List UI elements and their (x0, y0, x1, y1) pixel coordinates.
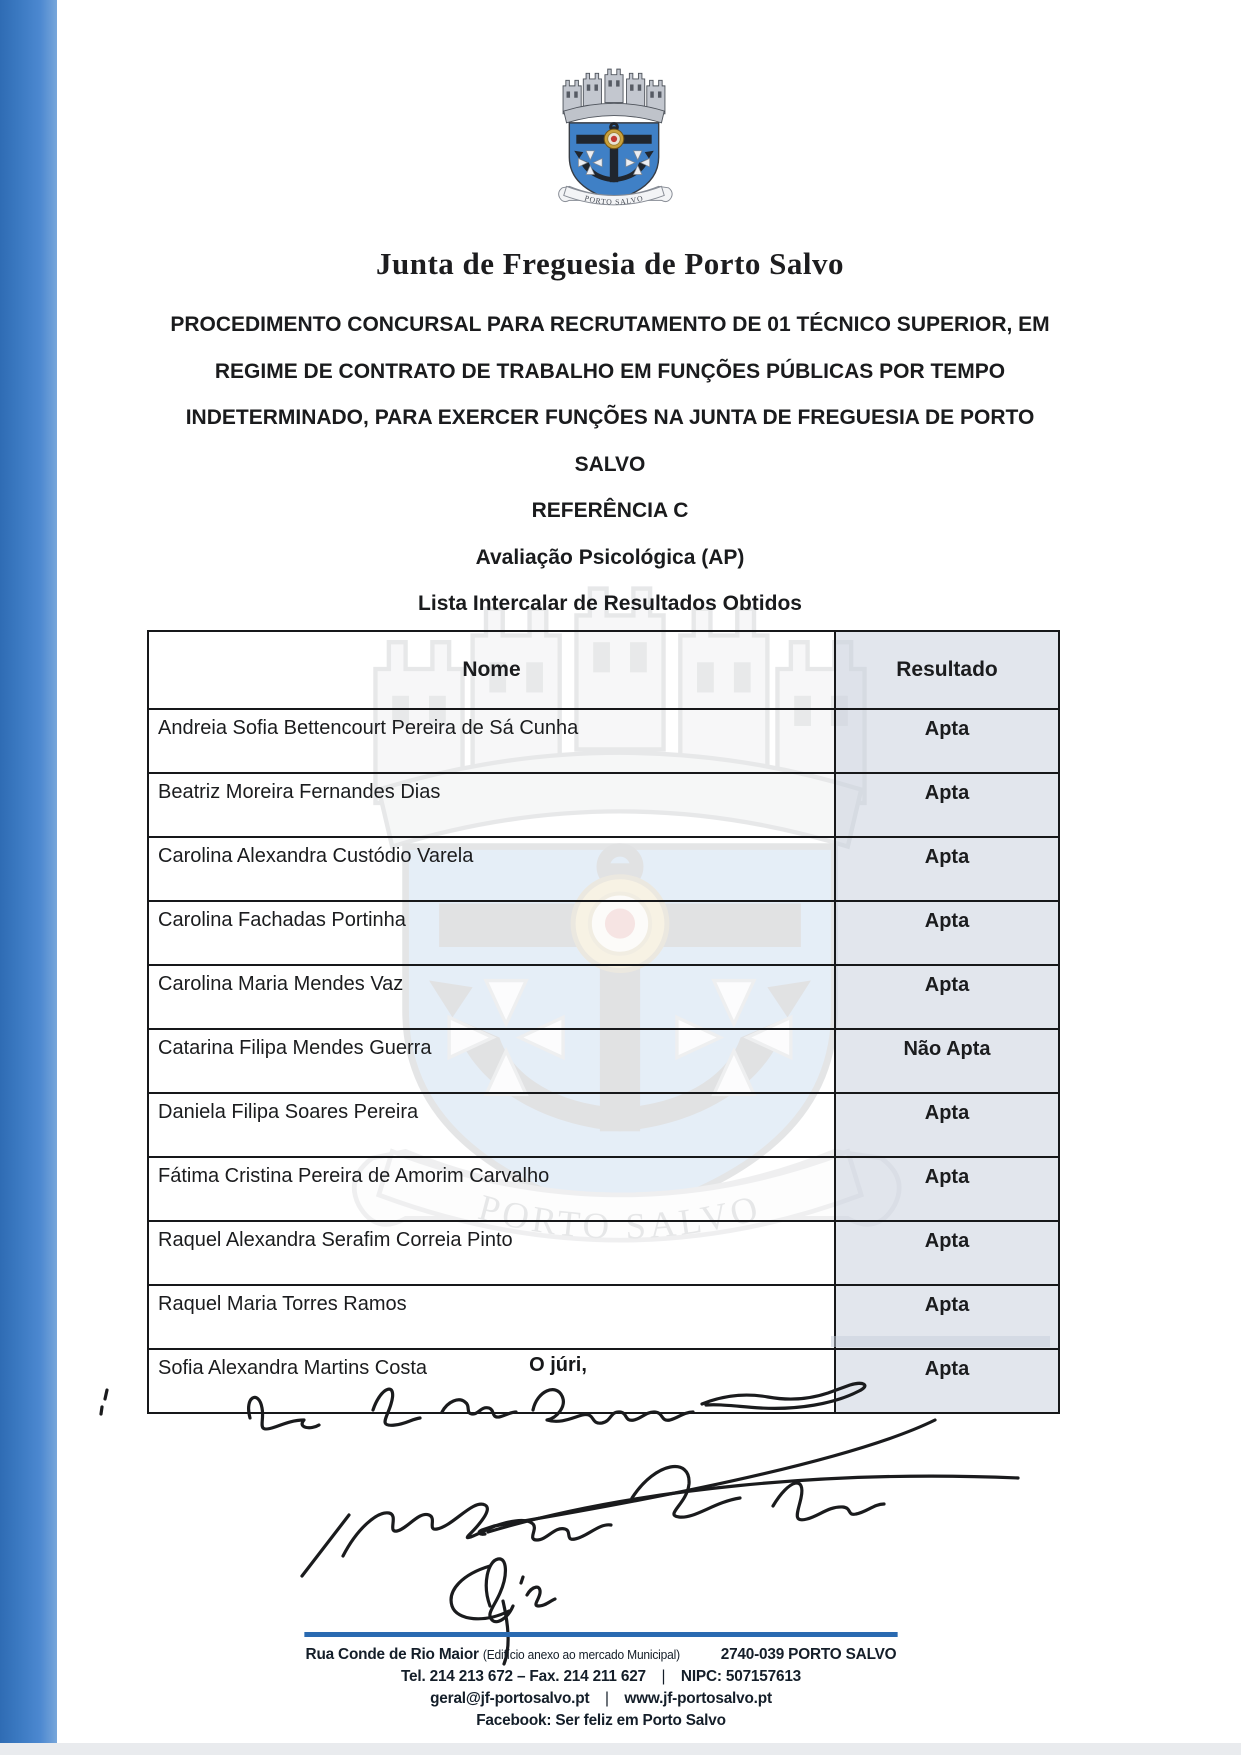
candidate-name: Sofia Alexandra Martins Costa (148, 1349, 835, 1413)
coat-of-arms-logo (544, 44, 684, 215)
jury-signature-2 (302, 1467, 884, 1576)
candidate-name: Carolina Maria Mendes Vaz (148, 965, 835, 1029)
candidate-name: Andreia Sofia Bettencourt Pereira de Sá Cunha (148, 709, 835, 773)
result-column-edge-artifact (831, 1336, 1050, 1347)
results-table (147, 630, 1060, 1414)
candidate-result: Apta (835, 1157, 1059, 1221)
heading-line-1: PROCEDIMENTO CONCURSAL PARA RECRUTAMENTO DE 01 TÉCNICO SUPERIOR, EM (170, 313, 1050, 336)
candidate-name: Fátima Cristina Pereira de Amorim Carvalho (148, 1157, 835, 1221)
footer-street: Rua Conde de Rio Maior (305, 1645, 479, 1663)
candidate-name: Carolina Fachadas Portinha (148, 901, 835, 965)
reference-line: REFERÊNCIA C (531, 499, 689, 522)
results-table-body (148, 709, 1059, 1413)
footer-nipc: NIPC: 507157613 (680, 1667, 802, 1685)
table-row (148, 1093, 1059, 1157)
candidate-result: Apta (835, 837, 1059, 901)
footer-contacts-line (83, 1666, 1120, 1688)
table-row (148, 1221, 1059, 1285)
candidate-result: Apta (835, 965, 1059, 1029)
candidate-name: Beatriz Moreira Fernandes Dias (148, 773, 835, 837)
candidate-result: Não Apta (835, 1029, 1059, 1093)
candidate-name: Daniela Filipa Soares Pereira (148, 1093, 835, 1157)
footer-street-note: (Edifício anexo ao mercado Municipal) (482, 1647, 680, 1662)
candidate-name: Catarina Filipa Mendes Guerra (148, 1029, 835, 1093)
jury-label: O júri, (529, 1354, 587, 1376)
footer-separator-2: | (604, 1689, 609, 1707)
candidate-result: Apta (835, 1093, 1059, 1157)
footer-web-line (83, 1688, 1120, 1710)
heading-line-3: INDETERMINADO, PARA EXERCER FUNÇÕES NA JUNTA DE FREGUESIA DE PORTO (185, 406, 1035, 429)
table-row (148, 837, 1059, 901)
candidate-name: Raquel Alexandra Serafim Correia Pinto (148, 1221, 835, 1285)
bottom-edge-strip (0, 1743, 1241, 1755)
jury-signatures (90, 1368, 1090, 1668)
assessment-line: Avaliação Psicológica (AP) (475, 545, 745, 569)
footer-separator: | (661, 1667, 666, 1685)
candidate-result: Apta (835, 1285, 1059, 1349)
heading-line-2: REGIME DE CONTRATO DE TRABALHO EM FUNÇÕES PÚBLICAS POR TEMPO (214, 359, 1006, 383)
candidate-result: Apta (835, 1221, 1059, 1285)
table-row (148, 965, 1059, 1029)
table-row (148, 1157, 1059, 1221)
footer-tel-fax: Tel. 214 213 672 – Fax. 214 211 627 (400, 1667, 646, 1685)
footer-blue-rule (304, 1632, 897, 1637)
candidate-result: Apta (835, 901, 1059, 965)
footer-email: geral@jf-portosalvo.pt (430, 1689, 590, 1707)
table-row (148, 773, 1059, 837)
left-blue-bar (0, 0, 57, 1745)
column-header-resultado: Resultado (835, 631, 1059, 709)
footer-postal-code: 2740-039 PORTO SALVO (720, 1645, 897, 1663)
footer-address-line (83, 1644, 1120, 1666)
column-header-nome: Nome (148, 631, 835, 709)
footer-facebook-line: Facebook: Ser feliz em Porto Salvo (476, 1711, 726, 1729)
org-title: Junta de Freguesia de Porto Salvo (376, 246, 844, 281)
candidate-name: Carolina Alexandra Custódio Varela (148, 837, 835, 901)
table-row (148, 709, 1059, 773)
jury-signature-1 (101, 1383, 1018, 1534)
procedure-heading (60, 302, 1160, 628)
heading-line-4: SALVO (574, 452, 646, 476)
table-row (148, 901, 1059, 965)
table-row (148, 1029, 1059, 1093)
candidate-result: Apta (835, 709, 1059, 773)
footer (83, 1632, 1120, 1732)
list-title: Lista Intercalar de Resultados Obtidos (418, 592, 802, 615)
footer-website: www.jf-portosalvo.pt (624, 1689, 772, 1707)
candidate-name: Raquel Maria Torres Ramos (148, 1285, 835, 1349)
results-table-header (148, 631, 1059, 709)
candidate-result: Apta (835, 773, 1059, 837)
candidate-result: Apta (835, 1349, 1059, 1413)
